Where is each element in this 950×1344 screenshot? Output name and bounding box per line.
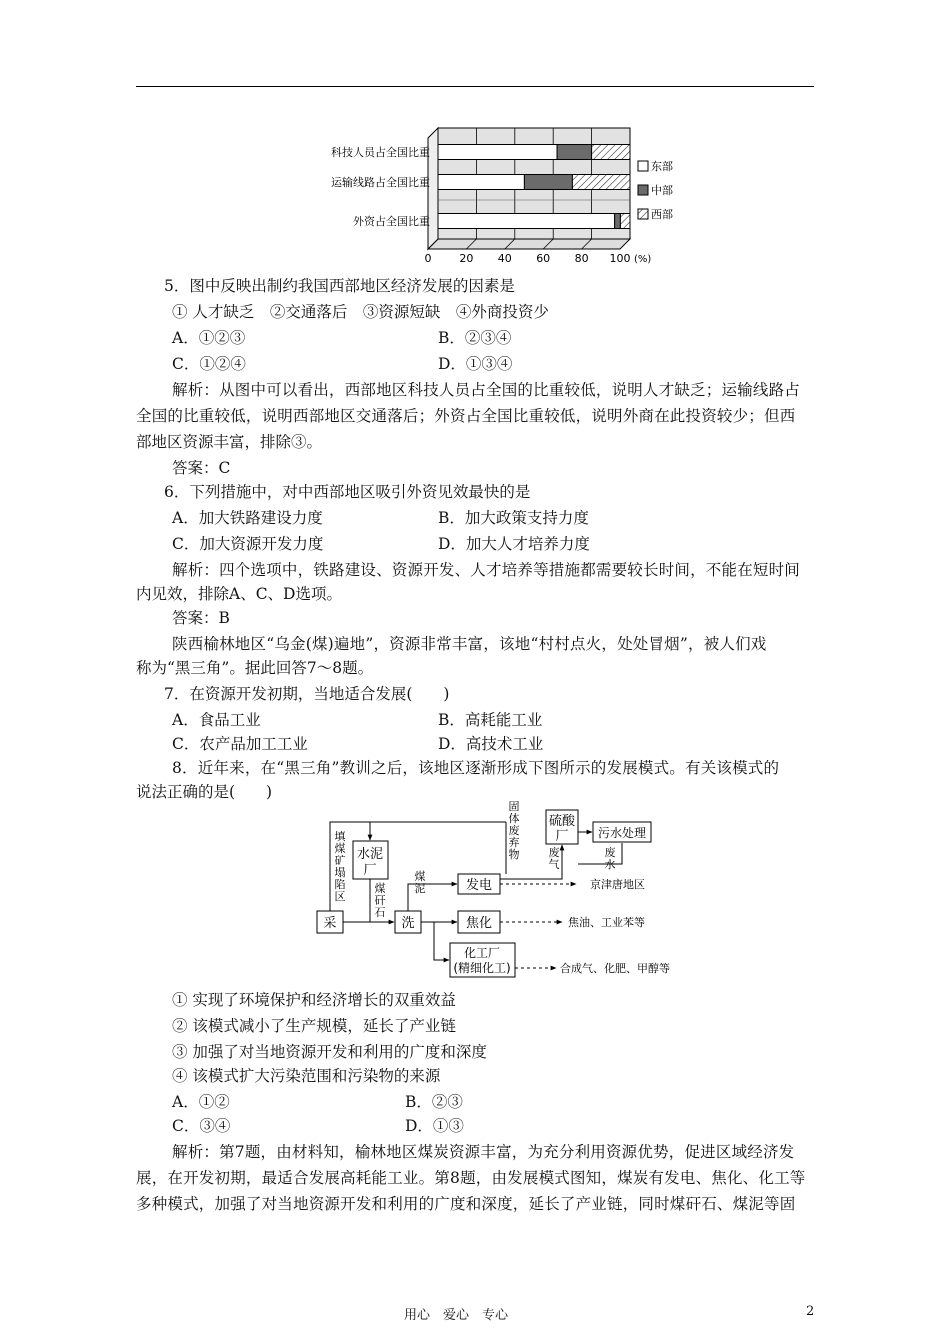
x-tick-label: 60 bbox=[536, 252, 551, 265]
tian-5: 陷 bbox=[334, 878, 346, 891]
legend-label: 中部 bbox=[651, 184, 673, 197]
output-1: 京津唐地区 bbox=[590, 878, 645, 891]
q5-option-a: A．①②③ bbox=[172, 329, 246, 347]
development-mode-diagram bbox=[310, 800, 710, 982]
q8-option-d: D．①③ bbox=[405, 1117, 464, 1135]
x-tick-label: 80 bbox=[574, 252, 589, 265]
xi-label: 洗 bbox=[401, 916, 415, 931]
tian-6: 区 bbox=[334, 890, 346, 903]
x-unit-label: (%) bbox=[634, 254, 652, 265]
bar-segment bbox=[592, 145, 630, 160]
q6-analysis-2: 内见效，排除A、C、D选项。 bbox=[136, 585, 342, 603]
legend-swatch bbox=[638, 161, 648, 171]
q8-option-c: C．③④ bbox=[172, 1117, 231, 1135]
x-tick-label: 100 bbox=[609, 252, 631, 265]
q6-option-a: A．加大铁路建设力度 bbox=[172, 509, 323, 527]
bar-segment bbox=[615, 214, 621, 229]
bars bbox=[438, 145, 630, 229]
q8-option-b: B．②③ bbox=[405, 1093, 463, 1111]
bar-segment bbox=[438, 145, 557, 160]
material-line-2: 称为“黑三角”。据此回答7～8题。 bbox=[136, 659, 374, 677]
q5-stem: 5．图中反映出制约我国西部地区经济发展的因素是 bbox=[164, 277, 515, 295]
shuini-label-2: 厂 bbox=[363, 863, 377, 878]
category-label: 运输线路占全国比重 bbox=[331, 176, 430, 189]
legend-label: 西部 bbox=[651, 208, 673, 221]
guti-4: 弃 bbox=[508, 836, 520, 849]
legend-swatch bbox=[638, 185, 648, 195]
bar-segment bbox=[557, 145, 592, 160]
tian-2: 煤 bbox=[334, 842, 346, 855]
cai-label: 采 bbox=[323, 916, 337, 931]
fadian-label: 发电 bbox=[465, 878, 493, 893]
x-tick-label: 40 bbox=[497, 252, 512, 265]
tian-1: 填 bbox=[334, 830, 346, 843]
q8-item-1: ① 实现了环境保护和经济增长的双重效益 bbox=[172, 991, 456, 1009]
meini-v-2: 泥 bbox=[414, 882, 426, 895]
q5-option-b: B．②③④ bbox=[438, 329, 512, 347]
wushui-label: 污水处理 bbox=[597, 826, 647, 840]
legend bbox=[638, 160, 673, 221]
q8-analysis-3: 多种模式，加强了对当地资源开发和利用的广度和深度，延长了产业链，同时煤矸石、煤泥等固 bbox=[136, 1195, 796, 1213]
stacked-bar-chart bbox=[300, 120, 700, 268]
q8-item-4: ④ 该模式扩大污染范围和污染物的来源 bbox=[172, 1067, 441, 1085]
q8-stem-2: 说法正确的是( ) bbox=[136, 783, 273, 801]
shuini-label-1: 水泥 bbox=[356, 847, 384, 862]
q5-analysis-3: 部地区资源丰富，排除③。 bbox=[136, 433, 323, 451]
bar-segment bbox=[438, 175, 524, 190]
q8-analysis-1: 解析：第7题，由材料知，榆林地区煤炭资源丰富，为充分利用资源优势，促进区域经济发 bbox=[172, 1143, 795, 1161]
legend-swatch bbox=[638, 209, 648, 219]
x-tick-label: 0 bbox=[424, 252, 432, 265]
bar-segment bbox=[438, 214, 615, 229]
tian-3: 矿 bbox=[334, 854, 346, 867]
q5-analysis-1: 解析：从图中可以看出，西部地区科技人员占全国的比重较低，说明人才缺乏；运输线路占 bbox=[172, 381, 801, 399]
category-labels bbox=[331, 145, 430, 228]
bar-segment bbox=[524, 175, 572, 190]
feishui-2: 水 bbox=[604, 858, 616, 871]
q7-option-c: C．农产品加工工业 bbox=[172, 735, 308, 753]
liusuan-label-1: 硫酸 bbox=[548, 814, 576, 829]
guti-1: 固 bbox=[508, 800, 520, 813]
tian-4: 塌 bbox=[334, 866, 346, 879]
material-line-1: 陕西榆林地区“乌金(煤)遍地”，资源非常丰富，该地“村村点火，处处冒烟”，被人们戏 bbox=[172, 635, 767, 653]
huagong-label-1: 化工厂 bbox=[463, 946, 501, 960]
q5-analysis-2: 全国的比重较低，说明西部地区交通落后；外资占全国比重较低，说明外商在此投资较少；但西 bbox=[136, 407, 796, 425]
liusuan-label-2: 厂 bbox=[555, 829, 569, 844]
jiaohua-label: 焦化 bbox=[465, 916, 493, 931]
page-number: 2 bbox=[806, 1304, 815, 1319]
q6-option-c: C．加大资源开发力度 bbox=[172, 535, 324, 553]
guti-2: 体 bbox=[508, 812, 520, 825]
q8-analysis-2: 展，在开发初期，最适合发展高耗能工业。第8题，由发展模式图知，煤炭有发电、焦化、化工等 bbox=[136, 1169, 806, 1187]
q8-item-2: ② 该模式减小了生产规模，延长了产业链 bbox=[172, 1017, 456, 1035]
q7-option-b: B．高耗能工业 bbox=[438, 711, 543, 729]
feiqi-2: 气 bbox=[548, 858, 560, 871]
q5-items: ① 人才缺乏 ②交通落后 ③资源短缺 ④外商投资少 bbox=[172, 303, 549, 321]
bar-segment bbox=[620, 214, 630, 229]
q7-option-a: A．食品工业 bbox=[172, 711, 261, 729]
meiganshi-1: 煤 bbox=[374, 882, 386, 895]
feishui-1: 废 bbox=[604, 846, 616, 859]
guti-3: 废 bbox=[508, 824, 520, 837]
q6-option-b: B．加大政策支持力度 bbox=[438, 509, 589, 527]
q6-analysis-1: 解析：四个选项中，铁路建设、资源开发、人才培养等措施都需要较长时间，不能在短时间 bbox=[172, 561, 801, 579]
guti-5: 物 bbox=[508, 848, 520, 861]
bar-segment bbox=[572, 175, 630, 190]
output-2: 焦油、工业苯等 bbox=[568, 916, 645, 929]
q6-answer: 答案：B bbox=[172, 609, 230, 627]
feiqi-1: 废 bbox=[548, 846, 560, 859]
meiganshi-3: 石 bbox=[374, 906, 386, 919]
q8-item-3: ③ 加强了对当地资源开发和利用的广度和深度 bbox=[172, 1043, 487, 1061]
category-label: 科技人员占全国比重 bbox=[331, 146, 430, 159]
q6-option-d: D．加大人才培养力度 bbox=[438, 535, 590, 553]
q6-stem: 6．下列措施中，对中西部地区吸引外资见效最快的是 bbox=[164, 483, 531, 501]
meini-v-1: 煤 bbox=[414, 870, 426, 883]
legend-label: 东部 bbox=[651, 160, 673, 173]
q8-option-a: A．①② bbox=[172, 1093, 230, 1111]
q7-option-d: D．高技术工业 bbox=[438, 735, 544, 753]
category-label: 外资占全国比重 bbox=[353, 215, 430, 228]
q8-stem-1: 8．近年来，在“黑三角”教训之后，该地区逐渐形成下图所示的发展模式。有关该模式的 bbox=[172, 759, 780, 777]
output-3: 合成气、化肥、甲醇等 bbox=[560, 962, 670, 975]
q7-stem: 7．在资源开发初期，当地适合发展( ) bbox=[164, 685, 450, 703]
meiganshi-2: 矸 bbox=[374, 894, 386, 907]
footer-center: 用心 爱心 专心 bbox=[404, 1308, 509, 1323]
q5-option-c: C．①②④ bbox=[172, 355, 246, 373]
q5-option-d: D．①③④ bbox=[438, 355, 513, 373]
x-tick-labels bbox=[425, 252, 652, 265]
header-rule bbox=[136, 86, 814, 87]
q5-answer: 答案：C bbox=[172, 459, 231, 477]
huagong-label-2: (精细化工) bbox=[453, 961, 511, 975]
x-tick-label: 20 bbox=[459, 252, 474, 265]
